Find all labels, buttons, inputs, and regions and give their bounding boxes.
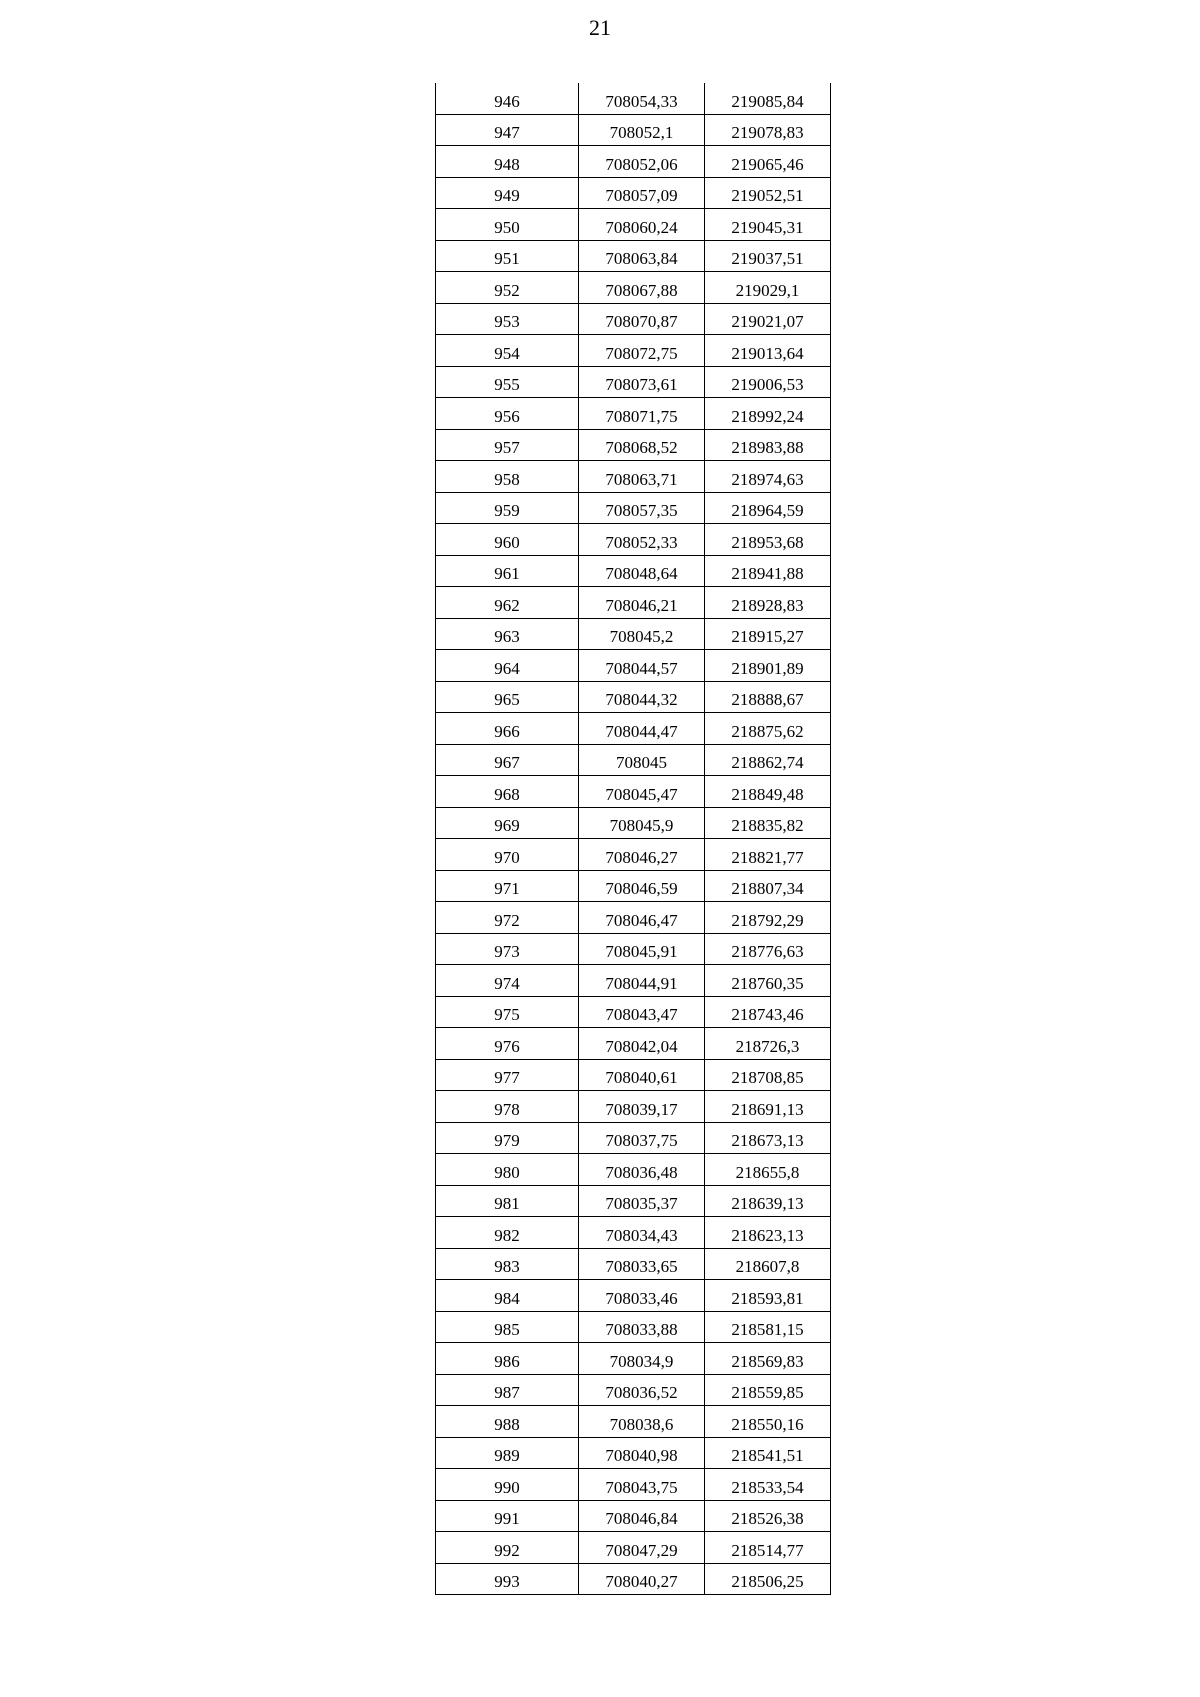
point-number-cell: 975 bbox=[436, 996, 579, 1028]
x-coordinate-cell: 708036,52 bbox=[579, 1374, 705, 1406]
table-row bbox=[436, 146, 831, 178]
point-number-cell: 973 bbox=[436, 933, 579, 965]
table-row bbox=[436, 1280, 831, 1312]
table-row bbox=[436, 744, 831, 776]
point-number-cell: 956 bbox=[436, 398, 579, 430]
table-row bbox=[436, 1311, 831, 1343]
y-coordinate-cell: 218581,15 bbox=[705, 1311, 831, 1343]
y-coordinate-cell: 218541,51 bbox=[705, 1437, 831, 1469]
table-row bbox=[436, 1532, 831, 1564]
y-coordinate-cell: 218901,89 bbox=[705, 650, 831, 682]
y-coordinate-cell: 218821,77 bbox=[705, 839, 831, 871]
y-coordinate-cell: 219021,07 bbox=[705, 303, 831, 335]
table-row bbox=[436, 713, 831, 745]
point-number-cell: 958 bbox=[436, 461, 579, 493]
table-row bbox=[436, 870, 831, 902]
x-coordinate-cell: 708046,27 bbox=[579, 839, 705, 871]
x-coordinate-cell: 708052,1 bbox=[579, 114, 705, 146]
y-coordinate-cell: 218569,83 bbox=[705, 1343, 831, 1375]
y-coordinate-cell: 218849,48 bbox=[705, 776, 831, 808]
table-row bbox=[436, 587, 831, 619]
x-coordinate-cell: 708044,57 bbox=[579, 650, 705, 682]
x-coordinate-cell: 708045,47 bbox=[579, 776, 705, 808]
x-coordinate-cell: 708072,75 bbox=[579, 335, 705, 367]
x-coordinate-cell: 708052,06 bbox=[579, 146, 705, 178]
point-number-cell: 967 bbox=[436, 744, 579, 776]
x-coordinate-cell: 708036,48 bbox=[579, 1154, 705, 1186]
point-number-cell: 971 bbox=[436, 870, 579, 902]
point-number-cell: 983 bbox=[436, 1248, 579, 1280]
table-row bbox=[436, 240, 831, 272]
x-coordinate-cell: 708057,35 bbox=[579, 492, 705, 524]
table-row bbox=[436, 807, 831, 839]
y-coordinate-cell: 218928,83 bbox=[705, 587, 831, 619]
point-number-cell: 952 bbox=[436, 272, 579, 304]
table-row bbox=[436, 1469, 831, 1501]
table-row bbox=[436, 429, 831, 461]
y-coordinate-cell: 219052,51 bbox=[705, 177, 831, 209]
point-number-cell: 959 bbox=[436, 492, 579, 524]
x-coordinate-cell: 708057,09 bbox=[579, 177, 705, 209]
table-row bbox=[436, 1406, 831, 1438]
table-row bbox=[436, 366, 831, 398]
x-coordinate-cell: 708052,33 bbox=[579, 524, 705, 556]
y-coordinate-cell: 218941,88 bbox=[705, 555, 831, 587]
y-coordinate-cell: 218792,29 bbox=[705, 902, 831, 934]
x-coordinate-cell: 708071,75 bbox=[579, 398, 705, 430]
y-coordinate-cell: 218862,74 bbox=[705, 744, 831, 776]
y-coordinate-cell: 218743,46 bbox=[705, 996, 831, 1028]
table-row bbox=[436, 1028, 831, 1060]
y-coordinate-cell: 219065,46 bbox=[705, 146, 831, 178]
x-coordinate-cell: 708040,98 bbox=[579, 1437, 705, 1469]
x-coordinate-cell: 708060,24 bbox=[579, 209, 705, 241]
point-number-cell: 984 bbox=[436, 1280, 579, 1312]
table-row bbox=[436, 524, 831, 556]
table-row bbox=[436, 933, 831, 965]
x-coordinate-cell: 708035,37 bbox=[579, 1185, 705, 1217]
y-coordinate-cell: 218983,88 bbox=[705, 429, 831, 461]
y-coordinate-cell: 218691,13 bbox=[705, 1091, 831, 1123]
coordinates-table bbox=[435, 83, 831, 1595]
point-number-cell: 982 bbox=[436, 1217, 579, 1249]
y-coordinate-cell: 218673,13 bbox=[705, 1122, 831, 1154]
table-row bbox=[436, 1091, 831, 1123]
x-coordinate-cell: 708034,9 bbox=[579, 1343, 705, 1375]
x-coordinate-cell: 708037,75 bbox=[579, 1122, 705, 1154]
y-coordinate-cell: 218776,63 bbox=[705, 933, 831, 965]
x-coordinate-cell: 708063,84 bbox=[579, 240, 705, 272]
y-coordinate-cell: 218726,3 bbox=[705, 1028, 831, 1060]
y-coordinate-cell: 219037,51 bbox=[705, 240, 831, 272]
point-number-cell: 980 bbox=[436, 1154, 579, 1186]
point-number-cell: 988 bbox=[436, 1406, 579, 1438]
y-coordinate-cell: 219013,64 bbox=[705, 335, 831, 367]
table-row bbox=[436, 1500, 831, 1532]
x-coordinate-cell: 708040,27 bbox=[579, 1563, 705, 1595]
table-row bbox=[436, 335, 831, 367]
y-coordinate-cell: 219085,84 bbox=[705, 83, 831, 114]
table-row bbox=[436, 839, 831, 871]
point-number-cell: 985 bbox=[436, 1311, 579, 1343]
table-row bbox=[436, 272, 831, 304]
y-coordinate-cell: 219029,1 bbox=[705, 272, 831, 304]
x-coordinate-cell: 708034,43 bbox=[579, 1217, 705, 1249]
point-number-cell: 950 bbox=[436, 209, 579, 241]
x-coordinate-cell: 708039,17 bbox=[579, 1091, 705, 1123]
x-coordinate-cell: 708046,84 bbox=[579, 1500, 705, 1532]
x-coordinate-cell: 708033,88 bbox=[579, 1311, 705, 1343]
point-number-cell: 946 bbox=[436, 83, 579, 114]
x-coordinate-cell: 708045,91 bbox=[579, 933, 705, 965]
x-coordinate-cell: 708067,88 bbox=[579, 272, 705, 304]
y-coordinate-cell: 218526,38 bbox=[705, 1500, 831, 1532]
x-coordinate-cell: 708042,04 bbox=[579, 1028, 705, 1060]
x-coordinate-cell: 708045,2 bbox=[579, 618, 705, 650]
point-number-cell: 987 bbox=[436, 1374, 579, 1406]
point-number-cell: 957 bbox=[436, 429, 579, 461]
y-coordinate-cell: 218888,67 bbox=[705, 681, 831, 713]
x-coordinate-cell: 708046,59 bbox=[579, 870, 705, 902]
x-coordinate-cell: 708073,61 bbox=[579, 366, 705, 398]
point-number-cell: 955 bbox=[436, 366, 579, 398]
table-row bbox=[436, 1059, 831, 1091]
point-number-cell: 948 bbox=[436, 146, 579, 178]
point-number-cell: 970 bbox=[436, 839, 579, 871]
point-number-cell: 966 bbox=[436, 713, 579, 745]
x-coordinate-cell: 708040,61 bbox=[579, 1059, 705, 1091]
point-number-cell: 953 bbox=[436, 303, 579, 335]
table-row bbox=[436, 965, 831, 997]
point-number-cell: 965 bbox=[436, 681, 579, 713]
y-coordinate-cell: 218623,13 bbox=[705, 1217, 831, 1249]
point-number-cell: 962 bbox=[436, 587, 579, 619]
table-row bbox=[436, 114, 831, 146]
point-number-cell: 961 bbox=[436, 555, 579, 587]
table-row bbox=[436, 1217, 831, 1249]
table-row bbox=[436, 461, 831, 493]
table-row bbox=[436, 492, 831, 524]
table-row bbox=[436, 1374, 831, 1406]
point-number-cell: 976 bbox=[436, 1028, 579, 1060]
y-coordinate-cell: 218964,59 bbox=[705, 492, 831, 524]
point-number-cell: 949 bbox=[436, 177, 579, 209]
table-row bbox=[436, 555, 831, 587]
y-coordinate-cell: 218760,35 bbox=[705, 965, 831, 997]
table-row bbox=[436, 681, 831, 713]
table-row bbox=[436, 902, 831, 934]
point-number-cell: 951 bbox=[436, 240, 579, 272]
x-coordinate-cell: 708046,47 bbox=[579, 902, 705, 934]
page-number: 21 bbox=[589, 15, 611, 40]
x-coordinate-cell: 708046,21 bbox=[579, 587, 705, 619]
x-coordinate-cell: 708047,29 bbox=[579, 1532, 705, 1564]
point-number-cell: 947 bbox=[436, 114, 579, 146]
table-row bbox=[436, 1437, 831, 1469]
y-coordinate-cell: 219078,83 bbox=[705, 114, 831, 146]
coordinates-table-body bbox=[436, 83, 831, 1595]
x-coordinate-cell: 708044,91 bbox=[579, 965, 705, 997]
point-number-cell: 977 bbox=[436, 1059, 579, 1091]
table-row bbox=[436, 1343, 831, 1375]
point-number-cell: 969 bbox=[436, 807, 579, 839]
x-coordinate-cell: 708070,87 bbox=[579, 303, 705, 335]
table-row bbox=[436, 1185, 831, 1217]
x-coordinate-cell: 708044,32 bbox=[579, 681, 705, 713]
x-coordinate-cell: 708054,33 bbox=[579, 83, 705, 114]
x-coordinate-cell: 708043,47 bbox=[579, 996, 705, 1028]
point-number-cell: 960 bbox=[436, 524, 579, 556]
y-coordinate-cell: 218639,13 bbox=[705, 1185, 831, 1217]
y-coordinate-cell: 219045,31 bbox=[705, 209, 831, 241]
point-number-cell: 978 bbox=[436, 1091, 579, 1123]
y-coordinate-cell: 218514,77 bbox=[705, 1532, 831, 1564]
point-number-cell: 992 bbox=[436, 1532, 579, 1564]
y-coordinate-cell: 218835,82 bbox=[705, 807, 831, 839]
table-row bbox=[436, 1122, 831, 1154]
x-coordinate-cell: 708033,65 bbox=[579, 1248, 705, 1280]
x-coordinate-cell: 708033,46 bbox=[579, 1280, 705, 1312]
x-coordinate-cell: 708044,47 bbox=[579, 713, 705, 745]
point-number-cell: 993 bbox=[436, 1563, 579, 1595]
table-row bbox=[436, 1248, 831, 1280]
y-coordinate-cell: 218974,63 bbox=[705, 461, 831, 493]
table-row bbox=[436, 398, 831, 430]
y-coordinate-cell: 218550,16 bbox=[705, 1406, 831, 1438]
table-row bbox=[436, 177, 831, 209]
y-coordinate-cell: 218708,85 bbox=[705, 1059, 831, 1091]
y-coordinate-cell: 218593,81 bbox=[705, 1280, 831, 1312]
point-number-cell: 954 bbox=[436, 335, 579, 367]
point-number-cell: 981 bbox=[436, 1185, 579, 1217]
y-coordinate-cell: 218807,34 bbox=[705, 870, 831, 902]
y-coordinate-cell: 219006,53 bbox=[705, 366, 831, 398]
table-row bbox=[436, 1563, 831, 1595]
table-row bbox=[436, 776, 831, 808]
y-coordinate-cell: 218559,85 bbox=[705, 1374, 831, 1406]
point-number-cell: 968 bbox=[436, 776, 579, 808]
y-coordinate-cell: 218506,25 bbox=[705, 1563, 831, 1595]
point-number-cell: 990 bbox=[436, 1469, 579, 1501]
y-coordinate-cell: 218655,8 bbox=[705, 1154, 831, 1186]
y-coordinate-cell: 218533,54 bbox=[705, 1469, 831, 1501]
table-row bbox=[436, 303, 831, 335]
point-number-cell: 991 bbox=[436, 1500, 579, 1532]
table-row bbox=[436, 209, 831, 241]
y-coordinate-cell: 218953,68 bbox=[705, 524, 831, 556]
x-coordinate-cell: 708045,9 bbox=[579, 807, 705, 839]
table-row bbox=[436, 618, 831, 650]
x-coordinate-cell: 708043,75 bbox=[579, 1469, 705, 1501]
table-row bbox=[436, 650, 831, 682]
x-coordinate-cell: 708063,71 bbox=[579, 461, 705, 493]
x-coordinate-cell: 708045 bbox=[579, 744, 705, 776]
point-number-cell: 979 bbox=[436, 1122, 579, 1154]
point-number-cell: 964 bbox=[436, 650, 579, 682]
table-row bbox=[436, 1154, 831, 1186]
y-coordinate-cell: 218992,24 bbox=[705, 398, 831, 430]
y-coordinate-cell: 218915,27 bbox=[705, 618, 831, 650]
x-coordinate-cell: 708038,6 bbox=[579, 1406, 705, 1438]
y-coordinate-cell: 218875,62 bbox=[705, 713, 831, 745]
table-row bbox=[436, 996, 831, 1028]
point-number-cell: 963 bbox=[436, 618, 579, 650]
point-number-cell: 972 bbox=[436, 902, 579, 934]
point-number-cell: 974 bbox=[436, 965, 579, 997]
x-coordinate-cell: 708048,64 bbox=[579, 555, 705, 587]
point-number-cell: 989 bbox=[436, 1437, 579, 1469]
table-row bbox=[436, 83, 831, 114]
x-coordinate-cell: 708068,52 bbox=[579, 429, 705, 461]
point-number-cell: 986 bbox=[436, 1343, 579, 1375]
y-coordinate-cell: 218607,8 bbox=[705, 1248, 831, 1280]
